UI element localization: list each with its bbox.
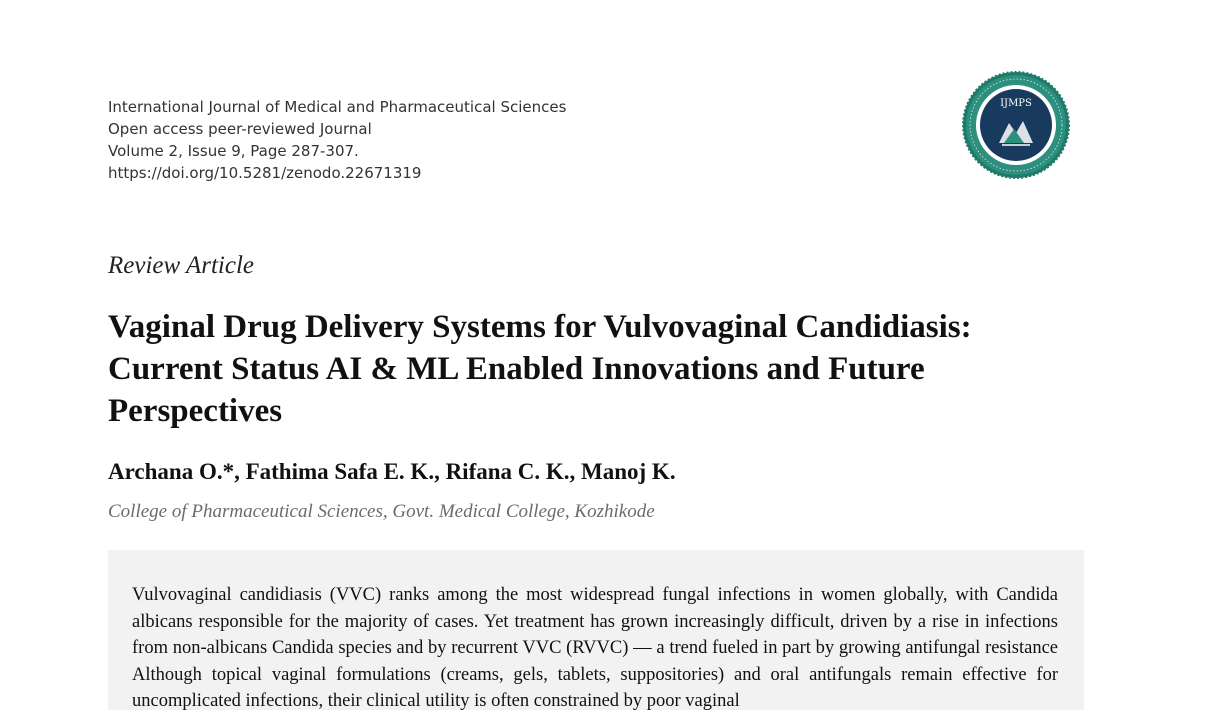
journal-logo [962,71,1070,179]
journal-doi: https://doi.org/10.5281/zenodo.22671319 [108,164,422,182]
article-affiliation: College of Pharmaceutical Sciences, Govt. Medical College, Kozhikode [108,501,655,522]
journal-access: Open access peer-reviewed Journal [108,120,372,138]
article-title: Vaginal Drug Delivery Systems for Vulvovaginal Candidiasis: Current Status AI & ML Enabled Innovations and Future Perspectives [108,309,972,429]
abstract-text: Vulvovaginal candidiasis (VVC) ranks among the most widespread fungal infections in women globally, with Candida albicans responsible for the majority of cases. Yet treatment has grown increasingly difficult, driven by a rise in infections from non-albicans Candida species and by recurrent VVC (RVVC) — a trend fueled in part by growing antifungal resistance Although topical vaginal formulations (creams, gels, tablets, suppositories) and oral antifungals remain effective for uncomplicated infections, their clinical utility is often constrained by poor vaginal [132,585,1058,711]
journal-volume: Volume 2, Issue 9, Page 287-307. [108,142,359,160]
journal-info [108,96,566,184]
article-authors: Archana O.*, Fathima Safa E. K., Rifana C. K., Manoj K. [108,459,676,484]
abstract-box [108,550,1084,710]
article-type: Review Article [108,252,255,279]
journal-name: International Journal of Medical and Pharmaceutical Sciences [108,98,567,116]
logo-text: IJMPS [1000,98,1032,109]
